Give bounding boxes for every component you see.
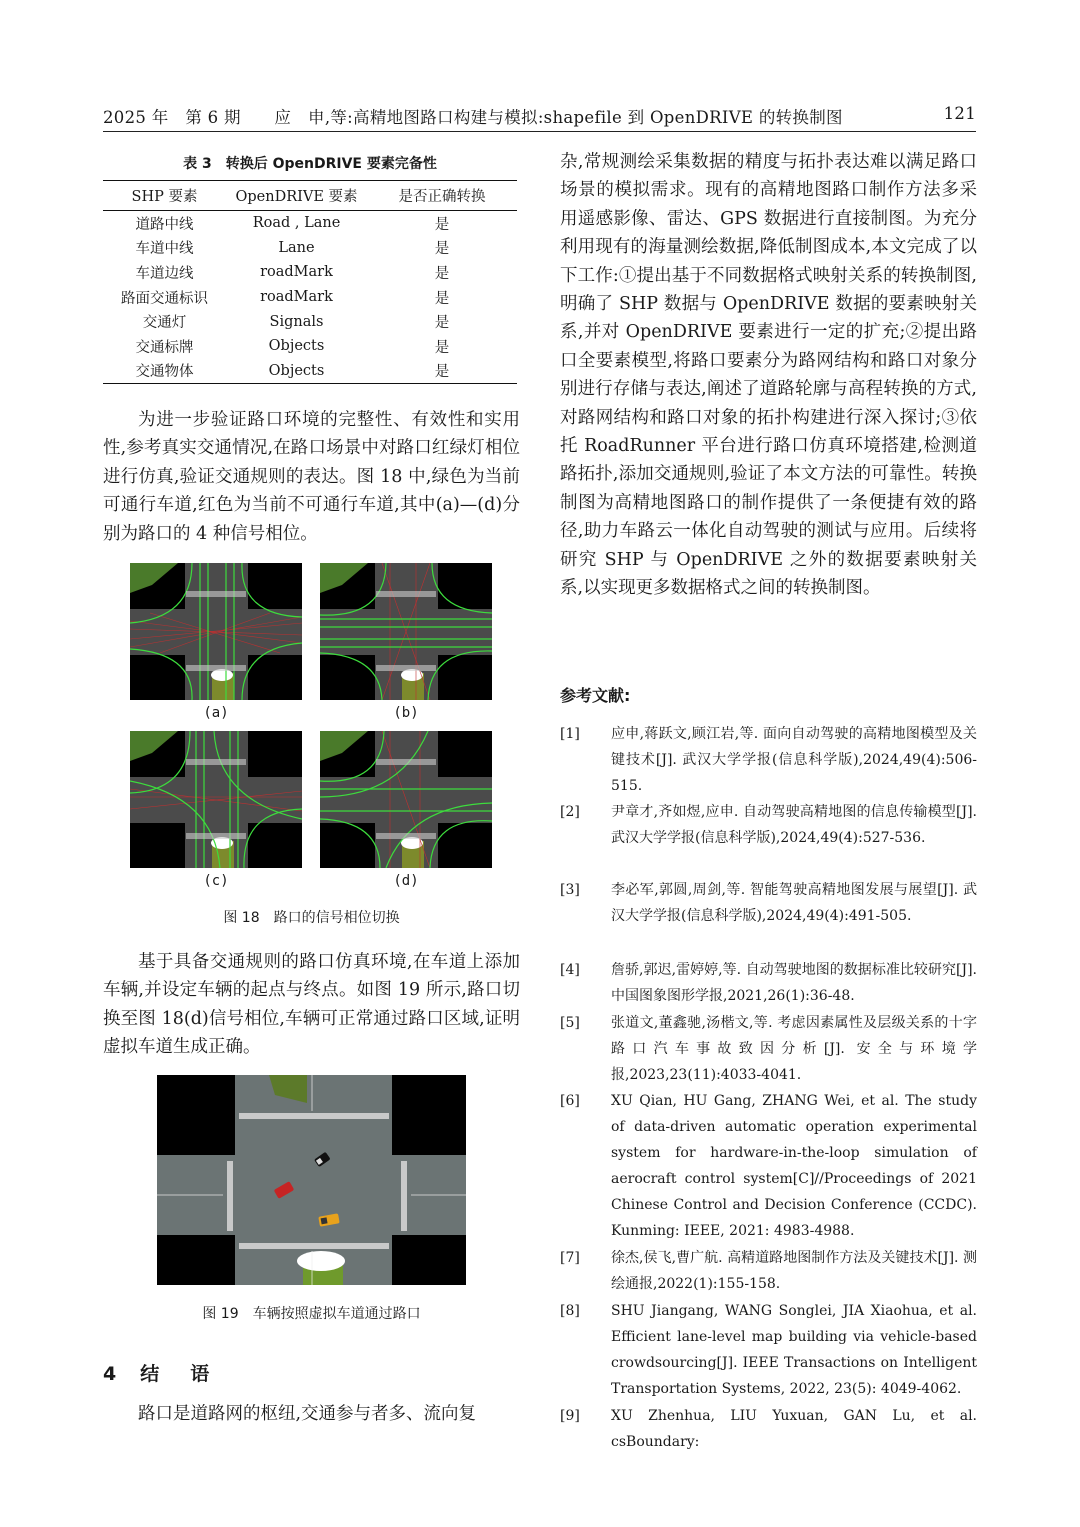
table-cell: roadMark — [260, 289, 333, 306]
table-cell: Lane — [278, 239, 315, 256]
reference-item — [560, 1298, 977, 1402]
table-cell: 车道中线 — [135, 241, 194, 258]
reference-item — [560, 957, 977, 1009]
table-header-cell: OpenDRIVE 要素 — [226, 181, 367, 211]
reference-number: [1] — [560, 726, 580, 742]
fig18-panel-a — [130, 563, 302, 700]
fig18-label-b: (b) — [393, 705, 419, 721]
table-cell: 路面交通标识 — [121, 290, 208, 307]
intersection-image — [320, 563, 492, 700]
table-header-row — [103, 181, 517, 211]
reference-text: 李必军,郭圆,周剑,等. 智能驾驶高精地图发展与展望[J]. 武汉大学学报(信息科学版),2024,49(4):491-505. — [611, 882, 977, 924]
body-paragraph: 路口是道路网的枢纽,交通参与者多、流向复 — [138, 1404, 477, 1424]
table-row — [103, 285, 517, 310]
intersection-image — [130, 563, 302, 700]
table-row — [103, 260, 517, 285]
fig19-caption: 图 19 车辆按照虚拟车道通过路口 — [202, 1306, 421, 1322]
fig18-caption: 图 18 路口的信号相位切换 — [223, 910, 400, 926]
table-cell: Signals — [269, 313, 324, 330]
table-cell: Road , Lane — [252, 215, 341, 232]
reference-text: XU Qian, HU Gang, ZHANG Wei, et al. The study of data-driven automatic operation experimental system for hardware-in-the-loop simulation of aerocraft control system[C]//Proceedings of 2021 Chinese Control and Decision Conference (CCDC). Kunming: IEEE, 2021: 4983-4988. — [611, 1093, 977, 1239]
table-cell: 道路中线 — [135, 216, 194, 233]
vehicles-intersection-image — [157, 1075, 466, 1285]
reference-item — [560, 1403, 977, 1455]
table-cell: 是 — [434, 315, 450, 332]
reference-item — [560, 1088, 977, 1244]
fig18-label-d: (d) — [393, 873, 419, 889]
reference-item — [560, 721, 977, 799]
reference-text: 应申,蒋跃文,顾江岩,等. 面向自动驾驶的高精地图模型及关键技术[J]. 武汉大学学报(信息科学版),2024,49(4):506-515. — [611, 726, 977, 794]
body-paragraph: 为进一步验证路口环境的完整性、有效性和实用性,参考真实交通情况,在路口场景中对路口红绿灯相位进行仿真,验证交通规则的表达。图 18 中,绿色为当前可通行车道,红色为当前不可通行车道,其中(a)—(d)分别为路口的 4 种信号相位。 — [103, 410, 520, 544]
fig18-panel-b — [320, 563, 492, 700]
reference-number: [7] — [560, 1250, 580, 1266]
table-cell: 车道边线 — [135, 265, 194, 282]
reference-number: [6] — [560, 1093, 580, 1109]
reference-item — [560, 799, 977, 851]
reference-text: 张道文,董鑫驰,汤楷文,等. 考虑因素属性及层级关系的十字路口汽车事故致因分析[J]. 安全与环境学报,2023,23(11):4033-4041. — [611, 1015, 977, 1083]
table-row — [103, 211, 517, 236]
table-caption: 表 3 转换后 OpenDRIVE 要素完备性 — [183, 156, 437, 172]
reference-number: [4] — [560, 962, 580, 978]
reference-text: SHU Jiangang, WANG Songlei, JIA Xiaohua, et al. Efficient lane-level map building via vehicle-based crowdsourcing[J]. IEEE Transactions on Intelligent Transportation Systems, 2022, 23(5): 4049-4062. — [611, 1303, 977, 1397]
table-row — [103, 309, 517, 334]
fig18-label-a: (a) — [203, 705, 229, 721]
table-header-cell: 是否正确转换 — [367, 181, 517, 211]
reference-number: [8] — [560, 1303, 580, 1319]
reference-item — [560, 1245, 977, 1297]
table-cell: 是 — [367, 359, 517, 384]
table-row — [103, 359, 517, 384]
page-number: 121 — [943, 104, 976, 123]
fig18-panel-d — [320, 731, 492, 868]
header-rule — [103, 131, 976, 132]
table-cell: 是 — [434, 339, 450, 356]
table-cell: Objects — [226, 359, 367, 384]
table-cell: roadMark — [260, 264, 333, 281]
fig19-image — [157, 1075, 466, 1285]
table-cell: 是 — [434, 216, 450, 233]
reference-number: [5] — [560, 1015, 580, 1031]
fig18-panel-c — [130, 731, 302, 868]
reference-text: XU Zhenhua, LIU Yuxuan, GAN Lu, et al. csBoundary: — [611, 1408, 977, 1450]
intersection-image — [130, 731, 302, 868]
table-header-cell: SHP 要素 — [103, 181, 226, 211]
table-cell: 是 — [434, 241, 450, 258]
section-title: 结 语 — [140, 1363, 216, 1385]
section-number: 4 — [103, 1363, 123, 1385]
reference-text: 尹章才,齐如煜,应申. 自动驾驶高精地图的信息传输模型[J]. 武汉大学学报(信息科学版),2024,49(4):527-536. — [611, 804, 977, 846]
reference-number: [2] — [560, 804, 580, 820]
section-heading — [103, 1359, 215, 1386]
table-cell: 交通物体 — [103, 359, 226, 384]
intersection-image — [320, 731, 492, 868]
reference-number: [9] — [560, 1408, 580, 1424]
body-paragraph: 杂,常规测绘采集数据的精度与拓扑表达难以满足路口场景的模拟需求。现有的高精地图路口制作方法多采用遥感影像、雷达、GPS 数据进行直接制图。为充分利用现有的海量测绘数据,降低制图成本,本文完成了以下工作:①提出基于不同数据格式映射关系的转换制图,明确了 SHP 数据与 OpenDRIVE 数据的要素映射关系,并对 OpenDRIVE 要素进行一定的扩充;②提出路口全要素模型,将路口要素分为路网结构和路口对象分别进行存储与表达,阐述了道路轮廓与高程转换的方式,对路网结构和路口对象的拓扑构建进行深入探讨;③依托 RoadRunner 平台进行路口仿真环境搭建,检测道路拓扑,添加交通规则,验证了本文方法的可靠性。转换制图为高精地图路口的制作提供了一条便捷有效的路径,助力车路云一体化自动驾驶的测试与应用。后续将研究 SHP 与 OpenDRIVE 之外的数据要素映射关系,以实现更多数据格式之间的转换制图。 — [560, 152, 977, 599]
body-paragraph: 基于具备交通规则的路口仿真环境,在车道上添加车辆,并设定车辆的起点与终点。如图 19 所示,路口切换至图 18(d)信号相位,车辆可正常通过路口区域,证明虚拟车道生成正确。 — [103, 952, 520, 1058]
running-header-title: 2025 年 第 6 期 应 申,等:高精地图路口构建与模拟:shapefile 到 OpenDRIVE 的转换制图 — [103, 108, 843, 127]
table-cell: 是 — [434, 265, 450, 282]
reference-text: 徐杰,侯飞,曹广航. 高精道路地图制作方法及关键技术[J]. 测绘通报,2022(1):155-158. — [611, 1250, 977, 1292]
reference-number: [3] — [560, 882, 580, 898]
table-row — [103, 334, 517, 359]
fig18-label-c: (c) — [203, 873, 229, 889]
table-cell: 是 — [434, 290, 450, 307]
table-cell: 交通灯 — [142, 315, 187, 332]
reference-item — [560, 1010, 977, 1088]
reference-item — [560, 877, 977, 929]
references-heading: 参考文献: — [560, 686, 631, 705]
table-3 — [103, 180, 517, 384]
reference-text: 詹骄,郭迟,雷婷婷,等. 自动驾驶地图的数据标准比较研究[J]. 中国图象图形学报,2021,26(1):36-48. — [611, 962, 977, 1004]
table-cell: 交通标牌 — [135, 339, 194, 356]
table-row — [103, 236, 517, 261]
table-cell: Objects — [268, 338, 325, 355]
